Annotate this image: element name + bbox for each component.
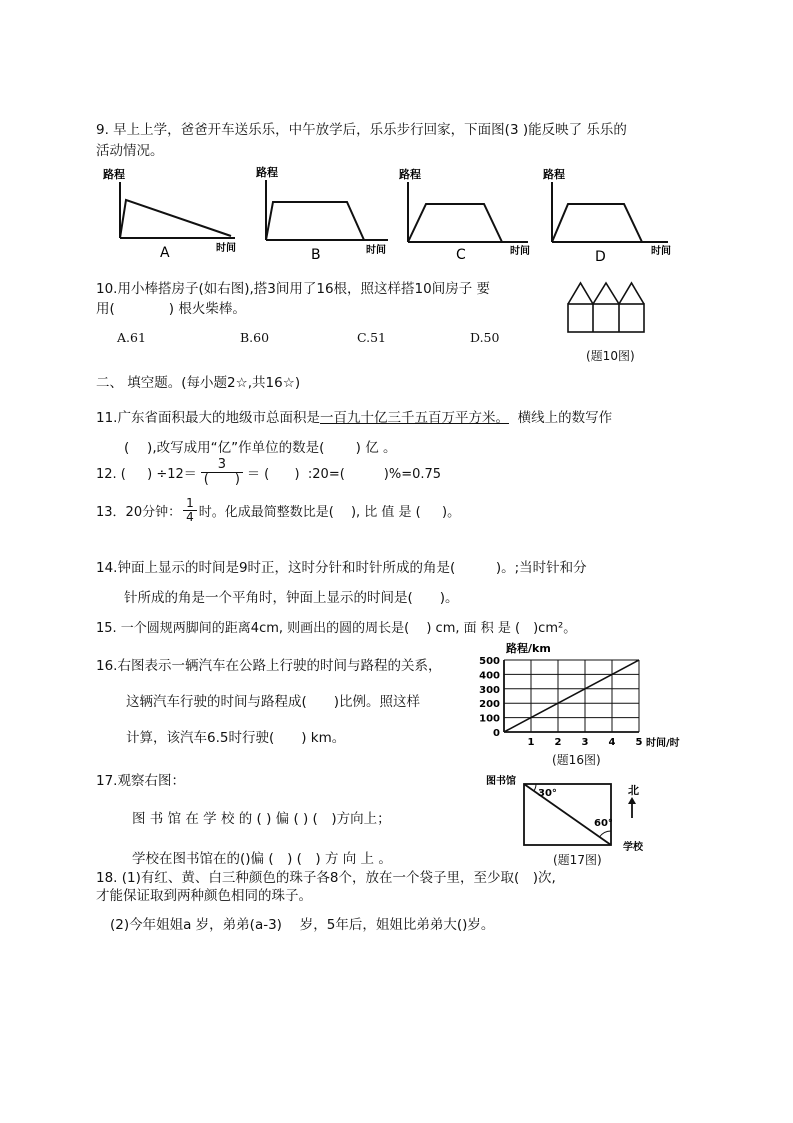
q12-fraction [201, 458, 243, 486]
graph-b-option: B [311, 247, 321, 263]
q17-caption: (题17图) [553, 853, 602, 867]
q17-line2: 图 书 馆 在 学 校 的 ( ) 偏 ( ) ( )方向上； [132, 811, 391, 827]
graph-a-ylabel: 路程 [103, 168, 125, 181]
q12-part1: 12. ( ) ÷12＝ [96, 466, 197, 482]
chart-series-line [504, 660, 639, 732]
graph-a-xlabel: 时间 [216, 243, 236, 254]
graph-d-ylabel: 路程 [543, 168, 565, 181]
q11-underlined-number: 一百九十亿三千五百万平方米。 [319, 410, 509, 426]
graph-d [543, 167, 671, 265]
chart-ytick-label: 0 [493, 728, 500, 739]
q11-line2: ( ),改写成用“亿”作单位的数是( ) 亿 。 [124, 440, 397, 456]
q12-fraction-numerator: 3 [201, 458, 243, 473]
q10-line2: 用( ) 根火柴棒。 [96, 301, 246, 317]
graph-d-option: D [595, 249, 606, 265]
q13-part2: 时。化成最简整数比是( ), 比 值 是 ( )。 [198, 504, 461, 520]
q12-part2: ＝ ( ) :20=( )%=0.75 [246, 466, 442, 482]
q18-line1: 18. (1)有红、黄、白三种颜色的珠子各8个，放在一个袋子里，至少取( )次, [96, 870, 556, 886]
chart-ylabel: 路程/km [506, 642, 551, 655]
q16-distance-time-chart [474, 640, 696, 765]
q15-line: 15. 一个圆规两脚间的距离4cm, 则画出的圆的周长是( ) cm, 面 积 是 ( )cm²。 [96, 621, 577, 636]
q10-choice-d: D.50 [470, 330, 500, 345]
chart-xlabel: 时间/时 [646, 738, 680, 749]
q13-fraction [183, 497, 197, 523]
chart-ytick-label: 100 [479, 713, 500, 725]
graph-a [103, 167, 236, 261]
chart-xtick-label: 4 [608, 737, 616, 748]
q16-line3: 计算，该汽车6.5时行驶( ) km。 [126, 730, 346, 746]
chart-xtick-label: 2 [554, 737, 562, 748]
chart-ytick-label: 500 [479, 656, 500, 667]
q10-line1: 10.用小棒搭房子(如右图),搭3间用了16根，照这样搭10间房子 要 [96, 281, 491, 297]
q14-line2: 针所成的角是一个平角时，钟面上显示的时间是( )。 [124, 590, 459, 606]
q17-north-label: 北 [628, 784, 639, 797]
q11-line1 [96, 406, 612, 426]
q18-line3: (2)今年姐姐a 岁，弟弟(a-3) 岁，5年后，姐姐比弟弟大()岁。 [110, 917, 495, 933]
q13-line [96, 497, 460, 523]
chart-xtick-label: 1 [527, 737, 535, 748]
graph-b-xlabel: 时间 [366, 245, 386, 256]
chart-ytick-label: 400 [479, 670, 500, 682]
q13-fraction-denominator: 4 [186, 509, 194, 524]
q9-line2: 活动情况。 [96, 143, 164, 159]
q10-choice-a: A.61 [117, 330, 146, 345]
graph-b-ylabel: 路程 [256, 166, 278, 179]
q17-direction-figure [480, 770, 660, 852]
q16-line2: 这辆汽车行驶的时间与路程成( )比例。照这样 [126, 694, 421, 710]
q9-graphs [90, 160, 680, 265]
q12-fraction-denominator: ( ) [203, 471, 240, 487]
section2-heading: 二、 填空题。(每小题2☆,共16☆) [96, 375, 301, 391]
graph-c [399, 167, 530, 263]
q10-houses-figure [564, 278, 648, 336]
q17-angle-30: 30° [538, 788, 557, 799]
graph-c-option: C [456, 247, 466, 263]
q11-suffix: 横线上的数写作 [508, 410, 613, 426]
q16-caption: (题16图) [552, 753, 601, 767]
q17-library-label: 图书馆 [486, 776, 516, 787]
q11-prefix: 11.广东省面积最大的地级市总面积是 [96, 410, 320, 426]
q10-choice-c: C.51 [357, 330, 386, 345]
chart-xtick-label: 5 [635, 737, 643, 748]
q14-line1: 14.钟面上显示的时间是9时正，这时分针和时针所成的角是( )。;当时针和分 [96, 560, 587, 576]
q13-fraction-numerator: 1 [183, 497, 197, 511]
graph-c-xlabel: 时间 [510, 246, 530, 257]
q16-line1: 16.右图表示一辆汽车在公路上行驶的时间与路程的关系， [96, 658, 442, 674]
chart-ytick-label: 200 [479, 699, 500, 711]
q10-choice-b: B.60 [240, 330, 270, 345]
q17-angle-60: 60° [594, 818, 613, 829]
graph-a-option: A [160, 245, 170, 261]
q17-line1: 17.观察右图： [96, 773, 185, 789]
chart-xtick-label: 3 [581, 737, 589, 748]
q18-line2: 才能保证取到两种颜色相同的珠子。 [96, 888, 312, 904]
graph-b [256, 165, 388, 263]
q17-school-label: 学校 [623, 842, 643, 852]
north-arrow-icon [628, 797, 636, 818]
graph-c-ylabel: 路程 [399, 168, 421, 181]
q12-line [96, 458, 441, 486]
q17-line3: 学校在图书馆在的()偏 ( ) ( ) 方 向 上 。 [132, 851, 392, 867]
q10-caption: (题10图) [586, 349, 635, 363]
chart-ytick-label: 300 [479, 684, 500, 696]
q13-part1: 13．20分钟： [96, 504, 182, 520]
q9-line1: 9. 早上上学，爸爸开车送乐乐，中午放学后，乐乐步行回家，下面图(3 )能反映了 乐乐的 [96, 122, 627, 138]
graph-d-xlabel: 时间 [651, 246, 671, 257]
